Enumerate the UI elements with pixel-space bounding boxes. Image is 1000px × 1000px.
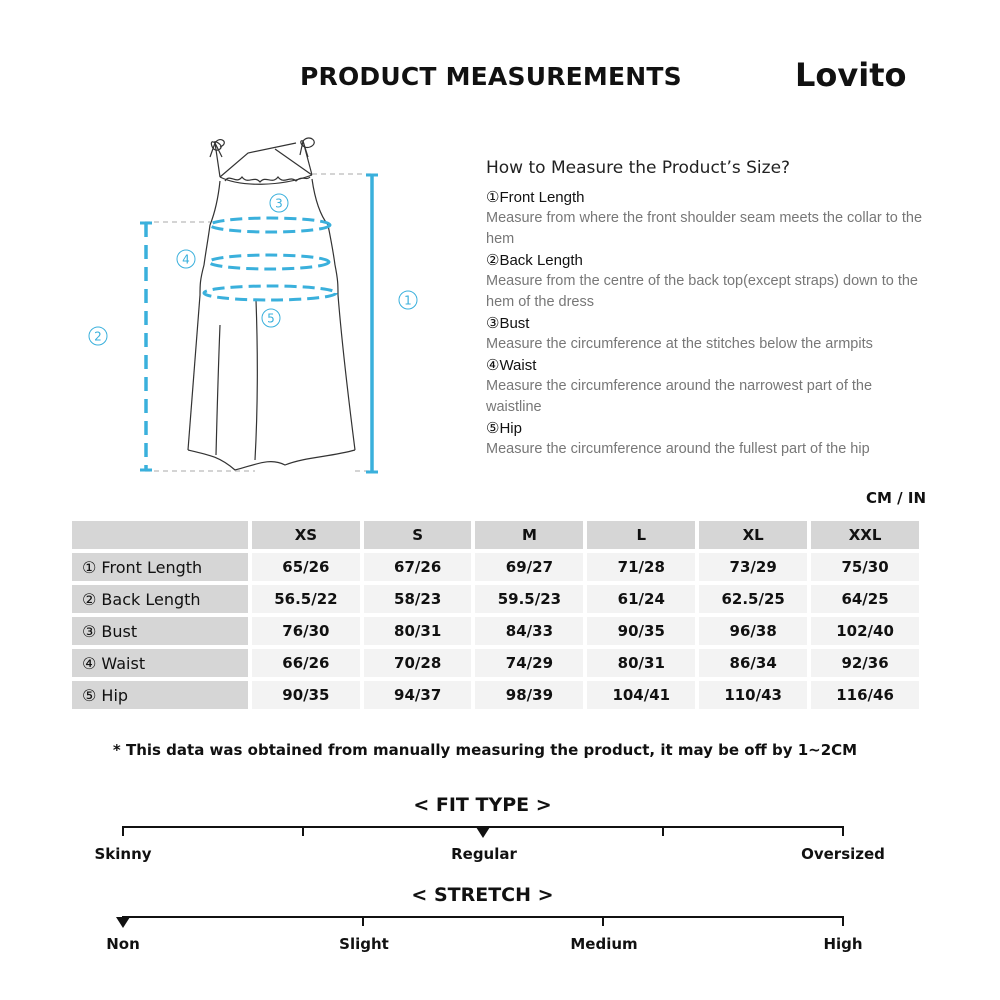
dress-measurement-diagram xyxy=(70,125,450,485)
fit-label-regular: Regular xyxy=(451,845,517,863)
stretch-title: < STRETCH > xyxy=(411,884,554,906)
measure-item-name: ⑤Hip xyxy=(486,420,522,437)
size-header: XXL xyxy=(811,521,919,549)
table-cell: 80/31 xyxy=(364,617,472,645)
table-row xyxy=(72,617,919,645)
disclaimer-note: * This data was obtained from manually measuring the product, it may be off by 1~2CM xyxy=(112,741,858,759)
table-cell: 98/39 xyxy=(475,681,583,709)
table-cell: 92/36 xyxy=(811,649,919,677)
size-header: S xyxy=(364,521,472,549)
stretch-marker-icon xyxy=(116,917,130,928)
table-cell: 58/23 xyxy=(364,585,472,613)
table-header-row xyxy=(72,521,919,549)
measure-item-desc: Measure from where the front shoulder seam meets the collar to the hem xyxy=(486,210,923,247)
table-row xyxy=(72,681,919,709)
measure-item-desc: Measure the circumference around the narrowest part of the waistline xyxy=(486,378,873,415)
measure-item-desc: Measure from the centre of the back top(except straps) down to the hem of the dress xyxy=(486,273,918,310)
scale-tick xyxy=(662,826,664,836)
how-to-measure-section xyxy=(486,158,926,460)
size-header: L xyxy=(587,521,695,549)
fit-type-marker-icon xyxy=(476,827,490,838)
stretch-label-non: Non xyxy=(106,935,140,953)
row-label: ③ Bust xyxy=(72,617,248,645)
fit-label-skinny: Skinny xyxy=(94,845,152,863)
table-cell: 90/35 xyxy=(252,681,360,709)
stretch-label-medium: Medium xyxy=(570,935,638,953)
measure-item-hip xyxy=(486,418,926,460)
fit-type-title: < FIT TYPE > xyxy=(413,794,552,816)
table-cell: 76/30 xyxy=(252,617,360,645)
table-cell: 70/28 xyxy=(364,649,472,677)
units-label: CM / IN xyxy=(866,489,926,507)
measure-item-name: ②Back Length xyxy=(486,252,583,269)
measure-item-name: ③Bust xyxy=(486,315,530,332)
table-cell: 90/35 xyxy=(587,617,695,645)
measure-item-desc: Measure the circumference at the stitches below the armpits xyxy=(486,336,873,352)
svg-text:5: 5 xyxy=(267,311,275,326)
measure-item-name: ①Front Length xyxy=(486,189,585,206)
dress-illustration xyxy=(70,125,450,485)
scale-tick xyxy=(122,826,124,836)
scale-tick xyxy=(362,916,364,926)
table-cell: 110/43 xyxy=(699,681,807,709)
table-cell: 73/29 xyxy=(699,553,807,581)
size-header: XS xyxy=(252,521,360,549)
table-cell: 84/33 xyxy=(475,617,583,645)
table-cell: 59.5/23 xyxy=(475,585,583,613)
size-header: M xyxy=(475,521,583,549)
stretch-label-high: High xyxy=(823,935,863,953)
table-cell: 116/46 xyxy=(811,681,919,709)
table-cell: 94/37 xyxy=(364,681,472,709)
table-cell: 67/26 xyxy=(364,553,472,581)
scale-tick xyxy=(842,916,844,926)
measure-item-desc: Measure the circumference around the fullest part of the hip xyxy=(486,441,870,457)
label-back-length xyxy=(89,327,107,345)
table-cell: 104/41 xyxy=(587,681,695,709)
svg-text:1: 1 xyxy=(404,293,412,308)
table-cell: 96/38 xyxy=(699,617,807,645)
table-cell: 65/26 xyxy=(252,553,360,581)
table-corner-cell xyxy=(72,521,248,549)
table-row xyxy=(72,649,919,677)
scale-tick xyxy=(842,826,844,836)
table-cell: 69/27 xyxy=(475,553,583,581)
measure-item-front-length xyxy=(486,187,926,250)
table-cell: 66/26 xyxy=(252,649,360,677)
size-chart-table xyxy=(68,517,923,713)
how-to-measure-title: How to Measure the Product’s Size? xyxy=(486,158,791,178)
table-cell: 80/31 xyxy=(587,649,695,677)
table-cell: 62.5/25 xyxy=(699,585,807,613)
row-label: ② Back Length xyxy=(72,585,248,613)
row-label: ⑤ Hip xyxy=(72,681,248,709)
page-title: PRODUCT MEASUREMENTS xyxy=(300,62,682,91)
table-row xyxy=(72,553,919,581)
stretch-line xyxy=(123,916,844,918)
measure-item-name: ④Waist xyxy=(486,357,537,374)
label-hip xyxy=(262,309,280,327)
row-label: ① Front Length xyxy=(72,553,248,581)
table-cell: 61/24 xyxy=(587,585,695,613)
label-waist xyxy=(177,250,195,268)
measure-item-waist xyxy=(486,355,926,418)
fit-label-oversized: Oversized xyxy=(801,845,885,863)
table-row xyxy=(72,585,919,613)
svg-text:4: 4 xyxy=(182,252,190,267)
brand-logo: Lovito xyxy=(795,56,907,94)
table-cell: 102/40 xyxy=(811,617,919,645)
scale-tick xyxy=(302,826,304,836)
table-cell: 75/30 xyxy=(811,553,919,581)
table-cell: 74/29 xyxy=(475,649,583,677)
svg-text:2: 2 xyxy=(94,329,102,344)
table-cell: 56.5/22 xyxy=(252,585,360,613)
stretch-label-slight: Slight xyxy=(339,935,389,953)
svg-text:3: 3 xyxy=(275,196,283,211)
scale-tick xyxy=(602,916,604,926)
label-front-length xyxy=(399,291,417,309)
size-header: XL xyxy=(699,521,807,549)
table-cell: 71/28 xyxy=(587,553,695,581)
measure-item-bust xyxy=(486,313,926,355)
measure-item-back-length xyxy=(486,250,926,313)
table-cell: 64/25 xyxy=(811,585,919,613)
table-cell: 86/34 xyxy=(699,649,807,677)
row-label: ④ Waist xyxy=(72,649,248,677)
label-bust xyxy=(270,194,288,212)
